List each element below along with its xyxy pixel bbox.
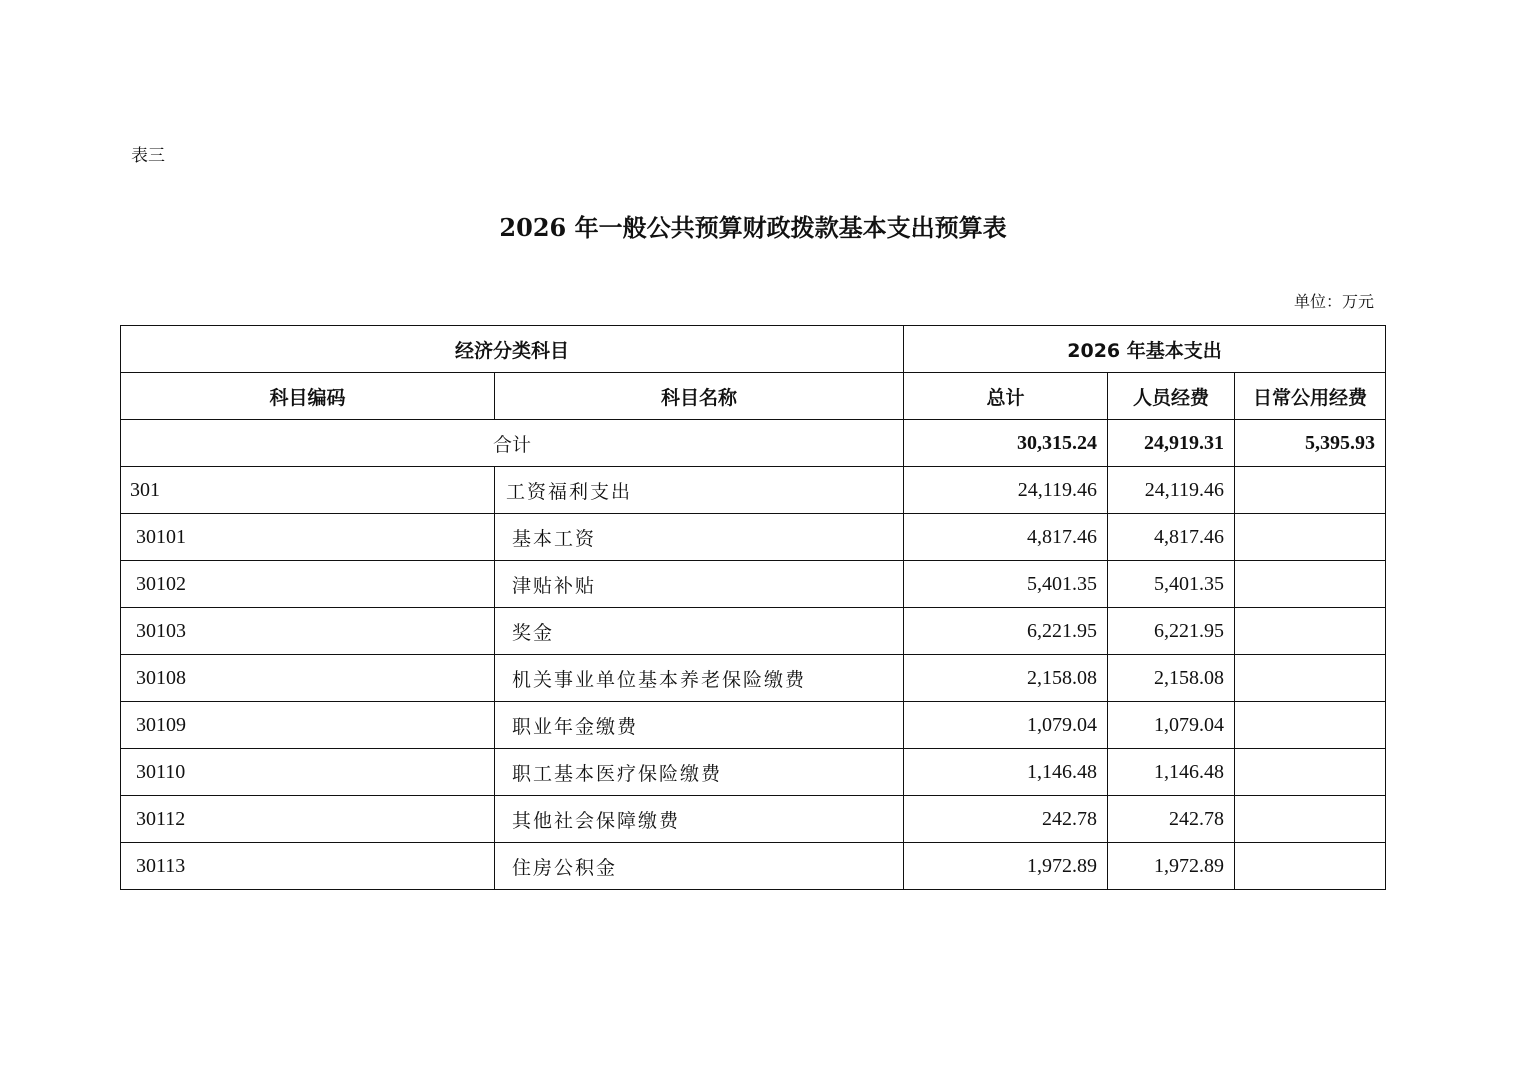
row-name: 住房公积金 [495, 843, 904, 890]
row-public [1235, 749, 1386, 796]
row-name: 机关事业单位基本养老保险缴费 [495, 655, 904, 702]
row-total: 24,119.46 [904, 467, 1108, 514]
page-title: 2026 年一般公共预算财政拨款基本支出预算表 [499, 213, 1007, 242]
row-personnel: 2,158.08 [1108, 655, 1235, 702]
row-public [1235, 843, 1386, 890]
row-public [1235, 608, 1386, 655]
table-row [121, 467, 1386, 514]
unit-label: 单位：万元 [1293, 292, 1374, 311]
row-total: 1,972.89 [904, 843, 1108, 890]
table-row [121, 843, 1386, 890]
row-code: 30112 [121, 796, 495, 843]
column-header-public: 日常公用经费 [1235, 373, 1386, 420]
row-total: 1,079.04 [904, 702, 1108, 749]
row-name: 津贴补贴 [495, 561, 904, 608]
table-row [121, 655, 1386, 702]
row-code: 30113 [121, 843, 495, 890]
table-row [121, 749, 1386, 796]
row-total: 1,146.48 [904, 749, 1108, 796]
row-total: 2,158.08 [904, 655, 1108, 702]
row-personnel: 6,221.95 [1108, 608, 1235, 655]
row-code: 30108 [121, 655, 495, 702]
row-personnel: 1,146.48 [1108, 749, 1235, 796]
budget-table [120, 325, 1386, 890]
row-public [1235, 702, 1386, 749]
row-personnel: 1,972.89 [1108, 843, 1235, 890]
row-name: 职业年金缴费 [495, 702, 904, 749]
row-personnel: 4,817.46 [1108, 514, 1235, 561]
table-row [121, 608, 1386, 655]
row-name: 其他社会保障缴费 [495, 796, 904, 843]
row-total: 4,817.46 [904, 514, 1108, 561]
row-public [1235, 467, 1386, 514]
row-code: 30109 [121, 702, 495, 749]
row-code: 30110 [121, 749, 495, 796]
table-row [121, 796, 1386, 843]
total-row-personnel: 24,919.31 [1108, 420, 1235, 467]
row-public [1235, 655, 1386, 702]
row-code: 30101 [121, 514, 495, 561]
row-public [1235, 514, 1386, 561]
column-header-row [121, 373, 1386, 420]
row-total: 5,401.35 [904, 561, 1108, 608]
row-public [1235, 561, 1386, 608]
row-name: 职工基本医疗保险缴费 [495, 749, 904, 796]
row-personnel: 24,119.46 [1108, 467, 1235, 514]
row-personnel: 5,401.35 [1108, 561, 1235, 608]
row-total: 242.78 [904, 796, 1108, 843]
row-public [1235, 796, 1386, 843]
basic-expenditure-header: 2026 年基本支出 [904, 326, 1386, 373]
row-name: 工资福利支出 [495, 467, 904, 514]
table-row [121, 514, 1386, 561]
table-label: 表三 [131, 146, 165, 166]
table-row [121, 561, 1386, 608]
total-row-total: 30,315.24 [904, 420, 1108, 467]
total-row [121, 420, 1386, 467]
table-row [121, 702, 1386, 749]
row-code: 30102 [121, 561, 495, 608]
row-code: 30103 [121, 608, 495, 655]
column-header-personnel: 人员经费 [1108, 373, 1235, 420]
row-personnel: 242.78 [1108, 796, 1235, 843]
row-total: 6,221.95 [904, 608, 1108, 655]
row-name: 基本工资 [495, 514, 904, 561]
column-header-code: 科目编码 [121, 373, 495, 420]
economic-category-header: 经济分类科目 [121, 326, 904, 373]
total-row-label: 合计 [121, 420, 904, 467]
row-code: 301 [121, 467, 495, 514]
total-row-public: 5,395.93 [1235, 420, 1386, 467]
column-header-total: 总计 [904, 373, 1108, 420]
row-personnel: 1,079.04 [1108, 702, 1235, 749]
column-header-name: 科目名称 [495, 373, 904, 420]
group-header-row [121, 326, 1386, 373]
row-name: 奖金 [495, 608, 904, 655]
